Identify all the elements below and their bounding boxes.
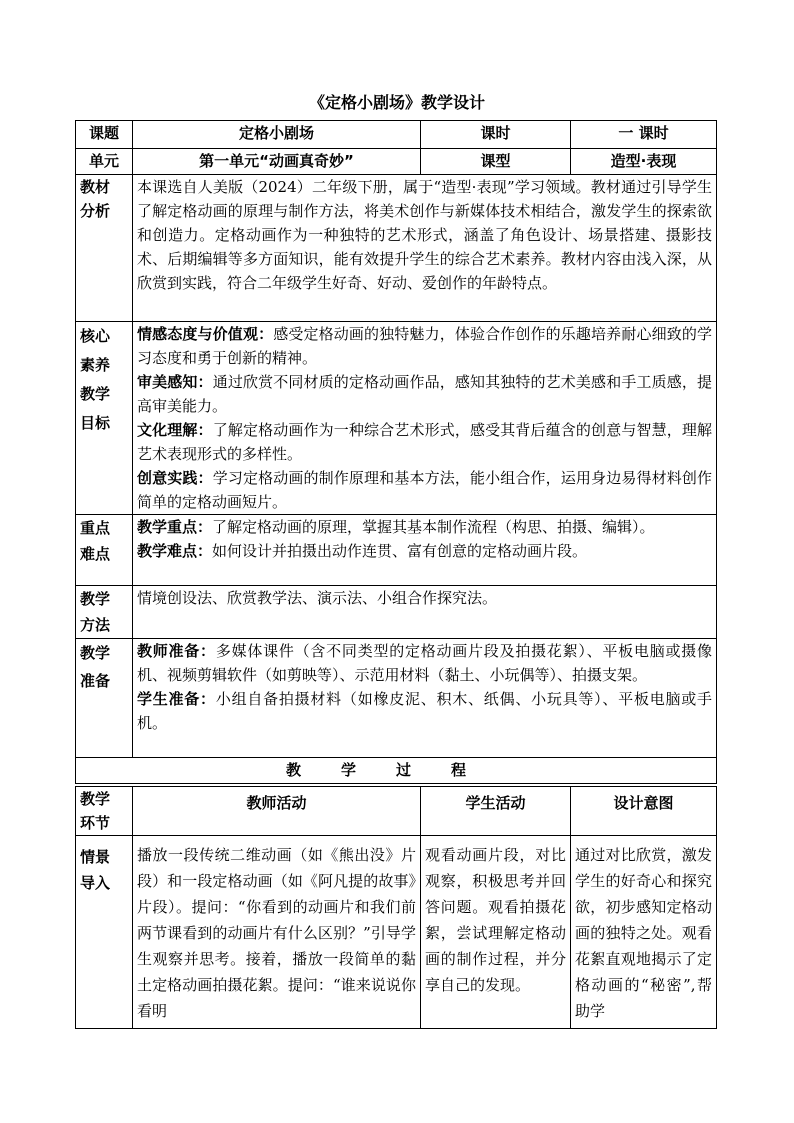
process-title: 教学过程 bbox=[76, 758, 717, 784]
goals-label bbox=[76, 322, 133, 515]
key-points-label bbox=[76, 515, 133, 586]
period-value: 一 课时 bbox=[571, 121, 717, 149]
goal-item bbox=[137, 322, 712, 370]
student-prep-heading: 学生准备： bbox=[137, 690, 216, 708]
process-title-row bbox=[76, 758, 717, 784]
topic-value: 定格小剧场 bbox=[133, 121, 421, 149]
goals-label-line3: 教学 bbox=[80, 385, 111, 403]
analysis-label bbox=[76, 175, 133, 322]
stage-header bbox=[76, 787, 133, 836]
methods-row bbox=[76, 586, 717, 639]
methods-label bbox=[76, 586, 133, 639]
focus-text: 了解定格动画的原理，掌握其基本制作流程（构思、拍摄、编辑）。 bbox=[212, 518, 655, 536]
teacher-prep-heading: 教师准备： bbox=[137, 642, 216, 660]
teacher-activity: 播放一段传统二维动画（如《熊出没》片段）和一段定格动画（如《阿凡提的故事》片段）。提问：“你看到的动画片和我们前两节课看到的动画片有什么区别？”引导学生观察并思考。接着，播放一段简单的黏土定格动画拍摄花絮。提问：“谁来说说你看明 bbox=[133, 836, 421, 1029]
teacher-activity-header: 教师活动 bbox=[133, 787, 421, 836]
preparation-label bbox=[76, 639, 133, 758]
student-prep-text: 小组自备拍摄材料（如橡皮泥、积木、纸偶、小玩具等）、平板电脑或手机。 bbox=[137, 690, 712, 732]
stage-header-line2: 环节 bbox=[80, 814, 111, 832]
topic-row bbox=[76, 121, 717, 149]
key-points-row bbox=[76, 515, 717, 586]
difficulty-heading: 教学难点： bbox=[137, 542, 213, 560]
type-label: 课型 bbox=[421, 149, 571, 175]
analysis-row bbox=[76, 175, 717, 322]
type-value: 造型·表现 bbox=[571, 149, 717, 175]
goal-item bbox=[137, 466, 712, 514]
goal-heading: 情感态度与价值观： bbox=[137, 325, 274, 343]
goal-item bbox=[137, 370, 712, 418]
design-intent: 通过对比欣赏，激发学生的好奇心和探究欲，初步感知定格动画的独特之处。观看花絮直观地揭示了定格动画的“秘密”,帮助学 bbox=[571, 836, 717, 1029]
goal-item bbox=[137, 418, 712, 466]
goals-label-line1: 核心 bbox=[80, 327, 111, 345]
preparation-label-line1: 教学 bbox=[80, 644, 111, 662]
difficulty-item bbox=[137, 539, 712, 563]
analysis-label-line1: 教材 bbox=[80, 178, 111, 196]
teacher-prep bbox=[137, 639, 712, 687]
goals-label-line2: 素养 bbox=[80, 356, 111, 374]
goal-text: 学习定格动画的制作原理和基本方法，能小组合作，运用身边易得材料创作简单的定格动画短片。 bbox=[137, 469, 713, 511]
key-points-label-line2: 难点 bbox=[80, 545, 111, 563]
preparation-content bbox=[133, 639, 717, 758]
goal-heading: 审美感知： bbox=[137, 373, 213, 391]
focus-item bbox=[137, 515, 712, 539]
analysis-label-line2: 分析 bbox=[80, 202, 111, 220]
process-header-row bbox=[76, 787, 717, 836]
teacher-prep-text: 多媒体课件（含不同类型的定格动画片段及拍摄花絮）、平板电脑或摄像机、视频剪辑软件（如剪映等）、示范用材料（黏土、小玩偶等）、拍摄支架。 bbox=[137, 642, 712, 684]
lesson-plan-table bbox=[75, 120, 717, 784]
stage-line1: 情景 bbox=[80, 848, 111, 866]
goal-text: 感受定格动画的独特魅力，体验合作创作的乐趣培养耐心细致的学习态度和勇于创新的精神。 bbox=[137, 325, 712, 367]
goals-row bbox=[76, 322, 717, 515]
goals-content bbox=[133, 322, 717, 515]
unit-row bbox=[76, 149, 717, 175]
unit-label: 单元 bbox=[76, 149, 133, 175]
methods-label-line1: 教学 bbox=[80, 590, 111, 608]
preparation-label-line2: 准备 bbox=[80, 672, 111, 690]
stage-line2: 导入 bbox=[80, 874, 111, 892]
period-label: 课时 bbox=[421, 121, 571, 149]
document-title: 《定格小剧场》教学设计 bbox=[308, 93, 485, 112]
topic-label: 课题 bbox=[76, 121, 133, 149]
key-points-label-line1: 重点 bbox=[80, 519, 111, 537]
key-points-content bbox=[133, 515, 717, 586]
stage-header-line1: 教学 bbox=[80, 790, 111, 808]
student-prep bbox=[137, 687, 712, 735]
goals-label-line4: 目标 bbox=[80, 414, 111, 432]
methods-label-line2: 方法 bbox=[80, 616, 111, 634]
design-intent-header: 设计意图 bbox=[571, 787, 717, 836]
preparation-row bbox=[76, 639, 717, 758]
difficulty-text: 如何设计并拍摄出动作连贯、富有创意的定格动画片段。 bbox=[212, 542, 588, 560]
unit-value: 第一单元“动画真奇妙” bbox=[133, 149, 421, 175]
stage-cell bbox=[76, 836, 133, 1029]
process-row bbox=[76, 836, 717, 1029]
methods-text: 情境创设法、欣赏教学法、演示法、小组合作探究法。 bbox=[133, 586, 717, 639]
student-activity: 观看动画片段，对比观察，积极思考并回答问题。观看拍摄花絮，尝试理解定格动画的制作过程，并分享自己的发现。 bbox=[421, 836, 571, 1029]
goal-heading: 创意实践： bbox=[137, 469, 213, 487]
goal-heading: 文化理解： bbox=[137, 421, 213, 439]
goal-text: 了解定格动画作为一种综合艺术形式，感受其背后蕴含的创意与智慧，理解艺术表现形式的多样性。 bbox=[137, 421, 713, 463]
focus-heading: 教学重点： bbox=[137, 518, 213, 536]
analysis-text: 本课选自人美版（2024）二年级下册，属于“造型·表现”学习领域。教材通过引导学生了解定格动画的原理与制作方法，将美术创作与新媒体技术相结合，激发学生的探索欲和创造力。定格动画作为一种独特的艺术形式，涵盖了角色设计、场景搭建、摄影技术、后期编辑等多方面知识，能有效提升学生的综合艺术素养。教材内容由浅入深，从欣赏到实践，符合二年级学生好奇、好动、爱创作的年龄特点。 bbox=[133, 175, 717, 322]
student-activity-header: 学生活动 bbox=[421, 787, 571, 836]
goal-text: 通过欣赏不同材质的定格动画作品，感知其独特的艺术美感和手工质感，提高审美能力。 bbox=[137, 373, 713, 415]
process-table bbox=[75, 786, 717, 1029]
